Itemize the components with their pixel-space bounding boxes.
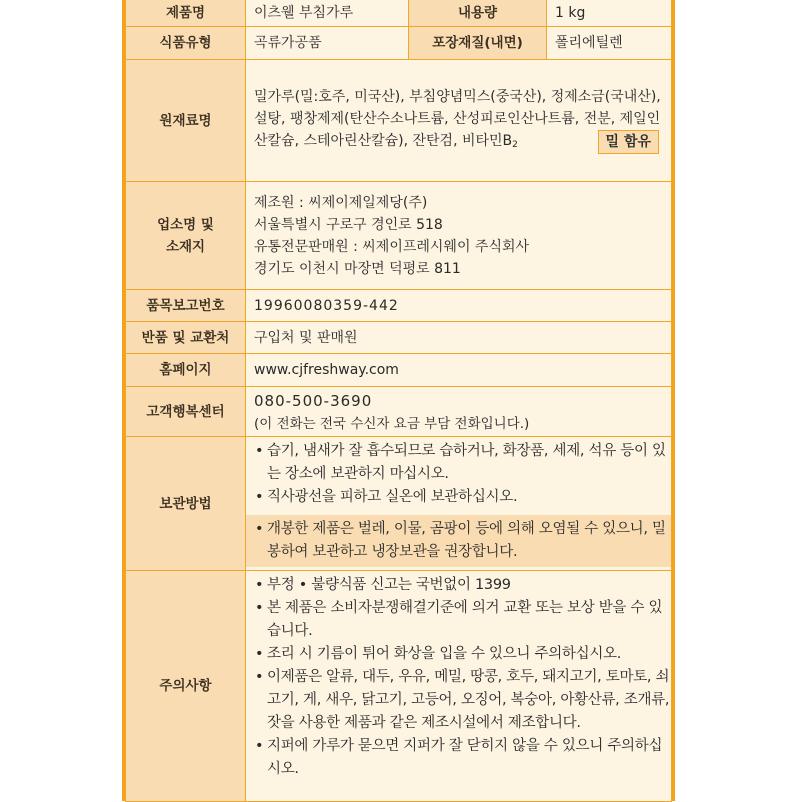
bullet-icon: • [255, 443, 264, 459]
bullet-icon: • [255, 669, 264, 685]
ingredients-value [246, 60, 672, 182]
list-item: • 부정 • 불량식품 신고는 국번없이 1399 [254, 574, 671, 597]
ingredients-label: 원재료명 [126, 60, 246, 182]
ingredients-text: 밀가루(밀:호주, 미국산), 부침양념믹스(중국산), 정제소금(국내산), 설탕, 팽창제제(탄산수소나트륨, 산성피로인산나트륨, 전분, 제일인산칼슘, 스테아린산칼슘), 잔탄검, 비타민B [254, 88, 661, 149]
food-type-value: 곡류가공품 [246, 27, 409, 60]
returns-label: 반품 및 교환처 [126, 322, 246, 354]
homepage-label: 홈페이지 [126, 354, 246, 387]
product-name-label: 제품명 [126, 0, 246, 27]
list-item: • 이제품은 알류, 대두, 우유, 메밀, 땅콩, 호두, 돼지고기, 토마토, 쇠고기, 게, 새우, 닭고기, 고등어, 오징어, 복숭아, 아황산류, 조개류, 잣을 사용한 제품과 같은 제조시설에서 제조합니다. [254, 666, 671, 735]
bullet-icon: • [255, 577, 264, 593]
returns-value: 구입처 및 판매원 [246, 322, 672, 354]
homepage-link[interactable]: www.cjfreshway.com [246, 354, 672, 387]
storage-value [246, 437, 672, 571]
storage-list [254, 440, 671, 567]
list-item: • 습기, 냄새가 잘 흡수되므로 습하거나, 화장품, 세제, 석유 등이 있는 장소에 보관하지 마십시오. [254, 440, 671, 486]
row-returns [126, 322, 672, 354]
list-item: • 직사광선을 피하고 실온에 보관하십시오. [254, 486, 671, 509]
info-table [125, 0, 672, 802]
product-info-label [122, 0, 675, 801]
manufacturer-line: 서울특별시 구로구 경인로 518 [254, 216, 443, 233]
row-product-name [126, 0, 672, 27]
row-customer-center [126, 387, 672, 437]
list-item: • 조리 시 기름이 튀어 화상을 입을 수 있으니 주의하십시오. [254, 643, 671, 666]
bullet-icon: • [255, 521, 264, 537]
manufacturer-line: 유통전문판매원 : 씨제이프레시웨이 주식회사 [254, 238, 530, 255]
bullet-icon: • [255, 646, 264, 662]
row-report-number [126, 290, 672, 322]
packaging-value: 폴리에틸렌 [547, 27, 672, 60]
manufacturer-value [246, 182, 672, 290]
food-type-label: 식품유형 [126, 27, 246, 60]
manufacturer-label-text: 업소명 및 소재지 [157, 216, 214, 255]
row-cautions [126, 571, 672, 802]
bullet-icon: • [255, 600, 264, 616]
report-number-value: 19960080359-442 [246, 290, 672, 322]
manufacturer-label [126, 182, 246, 290]
manufacturer-line: 제조원 : 씨제이제일제당(주) [254, 194, 428, 211]
customer-phone: 080-500-3690 [254, 391, 373, 410]
row-ingredients [126, 60, 672, 182]
row-manufacturer [126, 182, 672, 290]
packaging-label: 포장재질(내면) [409, 27, 547, 60]
bullet-icon: • [255, 489, 264, 505]
manufacturer-line: 경기도 이천시 마장면 덕평로 811 [254, 260, 461, 277]
list-item: • 지퍼에 가루가 묻으면 지퍼가 잘 닫히지 않을 수 있으니 주의하십시오. [254, 735, 671, 781]
bullet-icon: • [255, 738, 264, 754]
row-food-type [126, 27, 672, 60]
row-storage [126, 437, 672, 571]
report-number-label: 품목보고번호 [126, 290, 246, 322]
cautions-list [254, 574, 671, 781]
customer-center-value [246, 387, 672, 437]
cautions-label: 주의사항 [126, 571, 246, 802]
net-content-value: 1 kg [547, 0, 672, 27]
net-content-label: 내용량 [409, 0, 547, 27]
vitamin-subscript: 2 [512, 139, 518, 150]
row-homepage [126, 354, 672, 387]
customer-phone-note: (이 전화는 전국 수신자 요금 부담 전화입니다.) [254, 415, 530, 432]
product-name-value: 이츠웰 부침가루 [246, 0, 409, 27]
allergen-tag: 밀 함유 [598, 130, 659, 154]
customer-center-label: 고객행복센터 [126, 387, 246, 437]
storage-label: 보관방법 [126, 437, 246, 571]
cautions-value [246, 571, 672, 802]
list-item-highlight: • 개봉한 제품은 벌레, 이물, 곰팡이 등에 의해 오염될 수 있으니, 밀봉하여 보관하고 냉장보관을 권장합니다. [246, 515, 671, 567]
list-item: • 본 제품은 소비자분쟁해결기준에 의거 교환 또는 보상 받을 수 있습니다. [254, 597, 671, 643]
